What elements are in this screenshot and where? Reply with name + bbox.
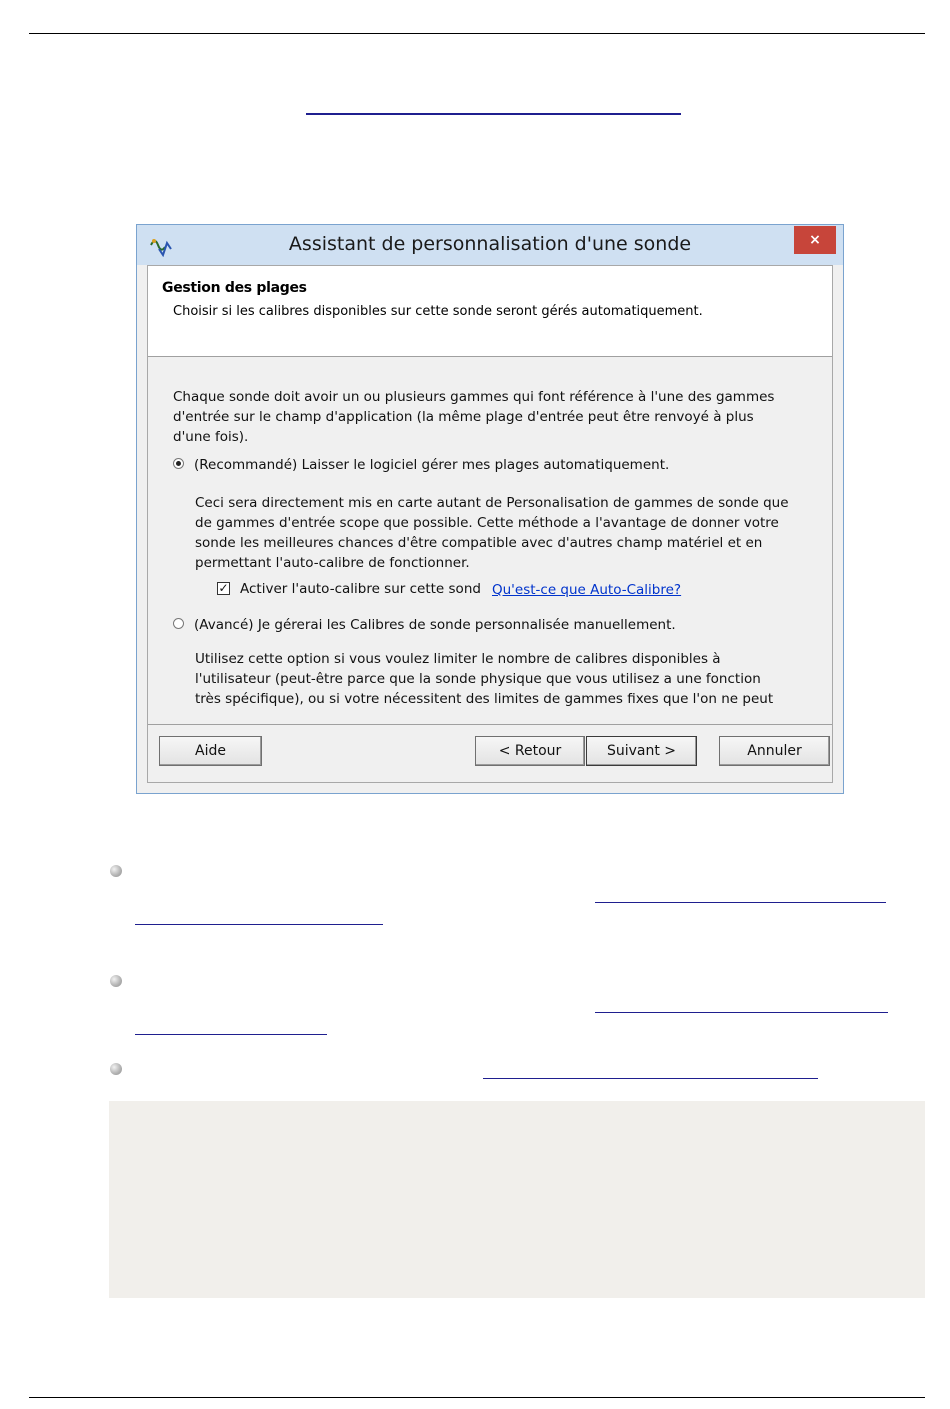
title-bar[interactable] <box>137 225 843 265</box>
auto-description-line: permettant l'auto-calibre de fonctionner. <box>195 555 470 571</box>
wizard-footer <box>148 724 832 782</box>
cancel-button[interactable]: Annuler <box>719 736 830 766</box>
auto-description-line: de gammes d'entrée scope que possible. Cette méthode a l'avantage de donner votre <box>195 515 779 531</box>
manual-description-line: Utilisez cette option si vous voulez limiter le nombre de calibres disponibles à <box>195 651 721 667</box>
manual-description <box>195 649 773 709</box>
close-button[interactable]: × <box>794 226 836 254</box>
manual-description-line: très spécifique), ou si votre nécessitent des limites de gammes fixes que l'on ne peut <box>195 691 774 707</box>
intro-line: d'entrée sur le champ d'application (la même plage d'entrée peut être renvoyé à plus <box>173 409 754 425</box>
auto-calibre-checkbox[interactable]: ✓ <box>218 581 229 595</box>
probe-wizard-dialog <box>136 224 844 794</box>
bullet-link-underline[interactable] <box>483 1078 818 1079</box>
bullet-icon <box>110 865 122 877</box>
back-button[interactable]: < Retour <box>475 736 585 766</box>
bullet-link-underline[interactable] <box>135 1034 327 1035</box>
wizard-step-subtitle: Choisir si les calibres disponibles sur cette sonde seront gérés automatiquement. <box>173 304 703 319</box>
auto-description-line: sonde les meilleures chances d'être compatible avec d'autres champ matériel et en <box>195 535 763 551</box>
bullet-link-underline[interactable] <box>135 924 383 925</box>
radio-auto-ranges[interactable] <box>173 458 184 469</box>
wizard-page <box>147 265 833 783</box>
bottom-rule <box>29 1397 925 1398</box>
bullet-icon <box>110 1063 122 1075</box>
wizard-header <box>148 266 832 357</box>
intro-text <box>173 387 774 447</box>
manual-description-line: l'utilisateur (peut-être parce que la sonde physique que vous utilisez a une fonction <box>195 671 761 687</box>
auto-calibre-label[interactable]: Activer l'auto-calibre sur cette sond <box>240 581 481 597</box>
title-link-underline[interactable] <box>306 113 681 115</box>
radio-manual-label[interactable]: (Avancé) Je gérerai les Calibres de sonde personnalisée manuellement. <box>194 617 676 633</box>
intro-line: Chaque sonde doit avoir un ou plusieurs gammes qui font référence à l'une des gammes <box>173 389 775 405</box>
dialog-title: Assistant de personnalisation d'une sonde <box>288 233 692 255</box>
auto-description-line: Ceci sera directement mis en carte autant de Personalisation de gammes de sonde que <box>195 495 789 511</box>
radio-manual-ranges[interactable] <box>173 618 184 629</box>
auto-description <box>195 493 789 573</box>
radio-auto-label[interactable]: (Recommandé) Laisser le logiciel gérer mes plages automatiquement. <box>194 457 670 473</box>
bullet-icon <box>110 975 122 987</box>
next-button[interactable]: Suivant > <box>586 736 697 766</box>
auto-calibre-help-link[interactable]: Qu'est-ce que Auto-Calibre? <box>492 582 682 598</box>
help-button[interactable]: Aide <box>159 736 262 766</box>
top-rule <box>29 33 925 34</box>
bullet-link-underline[interactable] <box>595 902 886 903</box>
intro-line: d'une fois). <box>173 429 249 445</box>
bullet-link-underline[interactable] <box>595 1012 888 1013</box>
note-box <box>109 1101 925 1298</box>
wizard-step-title: Gestion des plages <box>162 280 307 296</box>
